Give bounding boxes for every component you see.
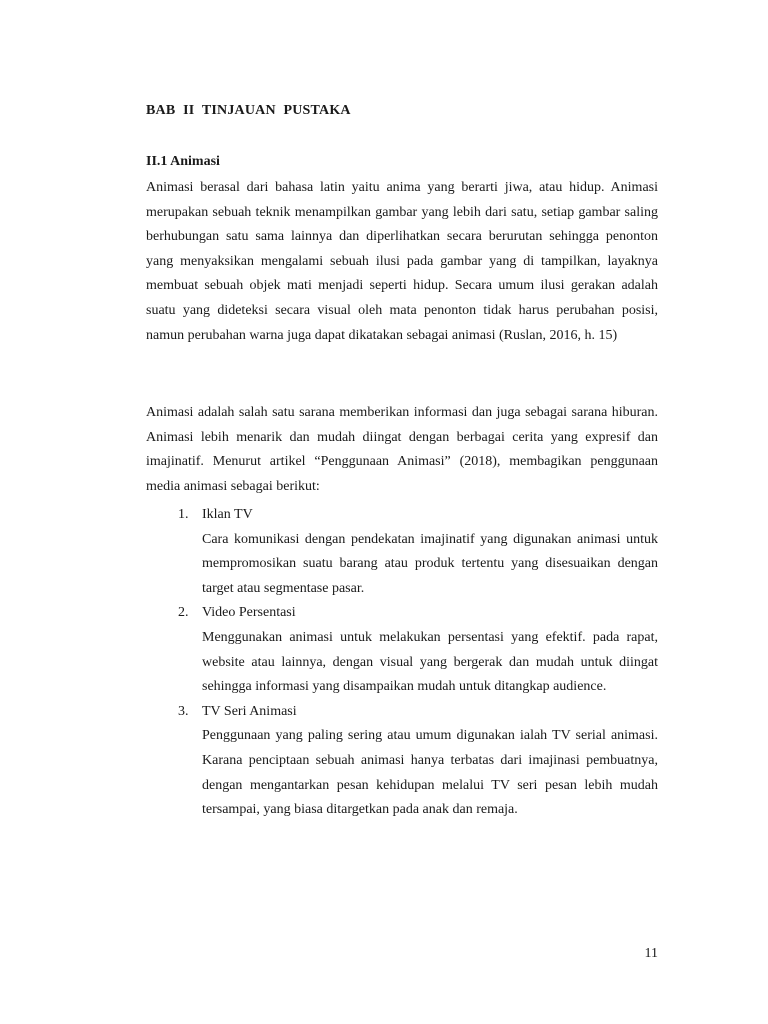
list-item-number: 1. (178, 507, 189, 522)
paragraph-usage: Animasi adalah salah satu sarana memberikan informasi dan juga sebagai sarana hiburan. Animasi lebih menarik dan mudah diingat dengan berbagai cerita yang expresif dan imajinatif. Menurut artikel “Penggunaan Animasi” (2018), membagikan penggunaan media animasi sebagai berikut: (146, 405, 658, 494)
list-item (178, 700, 658, 823)
paragraph-intro: Animasi berasal dari bahasa latin yaitu anima yang berarti jiwa, atau hidup. Animasi merupakan sebuah teknik menampilkan gambar yang lebih dari satu, setiap gambar saling berhubungan satu sama lainnya dan diperlihatkan secara berurutan sehingga penonton yang menyaksikan mengalami sebuah ilusi pada gambar yang di tampilkan, layaknya membuat sebuah objek mati menjadi seperti hidup. Secara umum ilusi gerakan adalah suatu yang dideteksi secara visual oleh mata penonton tidak harus perubahan posisi, namun perubahan warna juga dapat dikatakan sebagai animasi (Ruslan, 2016, h. 15) (146, 180, 658, 343)
chapter-title: BAB II TINJAUAN PUSTAKA (146, 103, 351, 118)
list-item-body: Cara komunikasi dengan pendekatan imajinatif yang digunakan animasi untuk mempromosikan suatu barang atau produk tertentu yang disesuaikan dengan target atau segmentase pasar. (202, 531, 658, 596)
list-item (178, 601, 658, 699)
usage-list (178, 503, 658, 823)
list-item-body: Penggunaan yang paling sering atau umum digunakan ialah TV serial animasi. Karana penciptaan sebuah animasi hanya terbatas dari imajinasi pembuatnya, dengan mengantarkan pesan kehidupan melalui TV seri pesan lebih mudah tersampai, yang biasa ditargetkan pada anak dan remaja. (202, 728, 658, 818)
list-item-number: 2. (178, 605, 189, 621)
list-item-title: TV Seri Animasi (202, 703, 297, 719)
list-item (178, 503, 658, 601)
list-item-number: 3. (178, 703, 189, 719)
list-item-body: Menggunakan animasi untuk melakukan persentasi yang efektif. pada rapat, website atau lainnya, dengan visual yang bergerak dan mudah untuk diingat sehingga informasi yang disampaikan mudah untuk ditangkap audience. (202, 629, 658, 695)
list-item-title: Iklan TV (202, 507, 253, 522)
section-title: II.1 Animasi (146, 154, 220, 169)
page-number: 11 (644, 946, 658, 961)
list-item-title: Video Persentasi (202, 605, 296, 621)
